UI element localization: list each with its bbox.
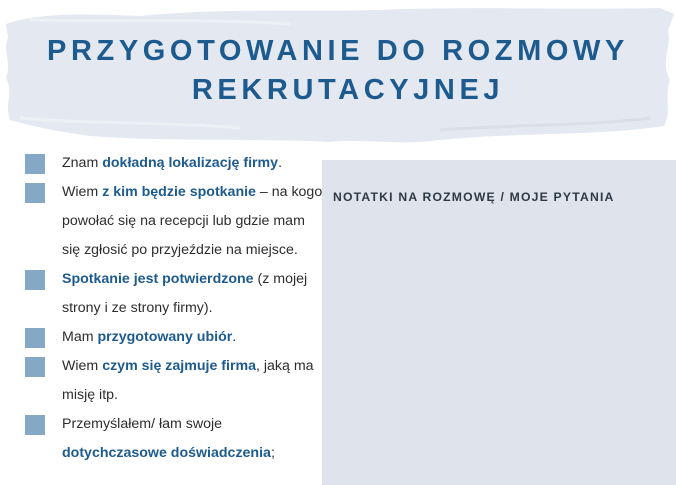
item-highlight: przygotowany ubiór	[97, 329, 233, 345]
item-text: .	[278, 155, 283, 171]
checkbox[interactable]	[25, 357, 45, 377]
item-text: ;	[270, 445, 275, 461]
item-highlight: dokładną lokalizację firmy	[102, 155, 279, 171]
item-text: .	[232, 329, 237, 345]
title-line-1: PRZYGOTOWANIE DO ROZMOWY	[47, 35, 629, 67]
item-text: Wiem	[62, 184, 103, 200]
page-title	[0, 32, 676, 110]
item-text: – na kogo powołać się na recepcji lub gdzie mam się zgłosić po przyjeździe na miejsce.	[62, 184, 323, 258]
checklist-item	[24, 265, 324, 323]
item-highlight: Spotkanie jest potwierdzone	[62, 271, 254, 287]
checklist-item	[24, 178, 324, 265]
item-text: , jaką ma misję itp.	[62, 358, 314, 403]
checkbox[interactable]	[25, 183, 45, 203]
item-highlight: dotychczasowe doświadczenia	[62, 445, 271, 461]
item-text: Znam	[62, 155, 103, 171]
item-text: Wiem	[62, 358, 103, 374]
checklist-item	[24, 410, 324, 468]
item-text: (z mojej strony i ze strony firmy).	[62, 271, 308, 316]
item-text: Przemyślałem/ łam swoje	[62, 416, 223, 432]
notes-panel[interactable]	[322, 160, 676, 485]
checklist	[24, 149, 324, 468]
checklist-item	[24, 323, 324, 352]
checkbox[interactable]	[25, 154, 45, 174]
item-text: Mam	[62, 329, 98, 345]
checkbox[interactable]	[25, 415, 45, 435]
checklist-item	[24, 149, 324, 178]
checklist-item	[24, 352, 324, 410]
notes-title: NOTATKI NA ROZMOWĘ / MOJE PYTANIA	[333, 190, 615, 204]
title-line-2: REKRUTACYJNEJ	[191, 74, 505, 106]
item-highlight: z kim będzie spotkanie	[102, 184, 256, 200]
checkbox[interactable]	[25, 328, 45, 348]
checkbox[interactable]	[25, 270, 45, 290]
item-highlight: czym się zajmuje firma	[102, 358, 256, 374]
